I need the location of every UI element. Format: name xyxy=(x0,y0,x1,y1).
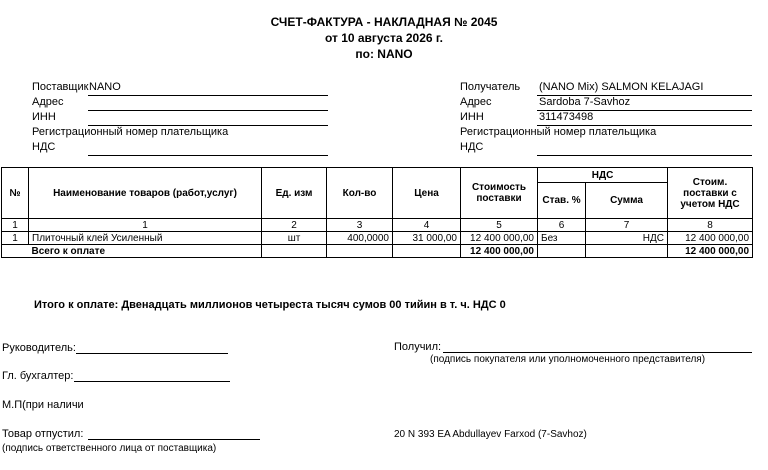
col-number: 1 xyxy=(2,219,29,232)
header-qty: Кол-во xyxy=(327,168,393,219)
recipient-address-value: Sardoba 7-Savhoz xyxy=(539,96,631,108)
director-signature-line xyxy=(76,353,228,354)
col-number: 8 xyxy=(668,219,753,232)
row-qty: 400,0000 xyxy=(327,232,393,245)
total-label: Всего к оплате xyxy=(29,245,262,258)
released-label: Товар отпустил: xyxy=(2,428,84,440)
released-signature-line xyxy=(88,439,260,440)
total-empty xyxy=(586,245,668,258)
column-number-row xyxy=(2,219,753,232)
col-number: 2 xyxy=(262,219,327,232)
header-unit: Ед. изм xyxy=(262,168,327,219)
recipient-vat-underline xyxy=(537,155,752,156)
received-signature-line xyxy=(443,352,752,353)
total-in-words: Итого к оплате: Двенадцать миллионов четыреста тысяч сумов 00 тийин в т. ч. НДС 0 xyxy=(34,299,506,311)
recipient-inn-value: 311473498 xyxy=(539,111,594,123)
invoice-title: СЧЕТ-ФАКТУРА - НАКЛАДНАЯ № 2045 xyxy=(270,15,498,29)
total-row xyxy=(2,245,753,258)
total-sum: 12 400 000,00 xyxy=(668,245,753,258)
header-num: № xyxy=(2,168,29,219)
supplier-underline xyxy=(88,95,328,96)
invoice-basis: по: NANO xyxy=(355,47,413,61)
row-cost: 12 400 000,00 xyxy=(461,232,538,245)
released-note: (подпись ответственного лица от поставщика) xyxy=(2,443,217,454)
row-vat-sum: НДС xyxy=(586,232,668,245)
supplier-vat-label: НДС xyxy=(32,141,56,153)
invoice-date: от 10 августа 2026 г. xyxy=(324,31,444,45)
supplier-reg-label: Регистрационный номер плательщика xyxy=(32,126,229,138)
header-vat: НДС xyxy=(538,168,668,183)
received-note: (подпись покупателя или уполномоченного представителя) xyxy=(430,354,706,365)
total-empty xyxy=(393,245,461,258)
recipient-reg-label: Регистрационный номер плательщика xyxy=(460,126,657,138)
header-cost: Стоимость поставки xyxy=(461,168,538,219)
received-label: Получил: xyxy=(394,341,442,353)
row-unit: шт xyxy=(262,232,327,245)
row-total: 12 400 000,00 xyxy=(668,232,753,245)
col-number: 3 xyxy=(327,219,393,232)
invoice-table xyxy=(1,167,753,258)
row-name: Плиточный клей Усиленный xyxy=(29,232,262,245)
total-empty xyxy=(538,245,586,258)
supplier-label: Поставщик xyxy=(32,81,89,93)
total-empty xyxy=(262,245,327,258)
accountant-label: Гл. бухгалтер: xyxy=(2,370,74,382)
col-number: 4 xyxy=(393,219,461,232)
total-empty xyxy=(327,245,393,258)
col-number: 6 xyxy=(538,219,586,232)
supplier-value: NANO xyxy=(89,81,121,93)
table-header-row xyxy=(2,168,753,183)
recipient-inn-label: ИНН xyxy=(460,111,484,123)
row-price: 31 000,00 xyxy=(393,232,461,245)
received-by: 20 N 393 EA Abdullayev Farxod (7-Savhoz) xyxy=(394,429,587,440)
accountant-signature-line xyxy=(74,381,230,382)
stamp-label: М.П(при наличи xyxy=(2,399,84,411)
recipient-value: (NANO Mix) SALMON KELAJAGI xyxy=(539,81,704,93)
total-spacer xyxy=(2,245,29,258)
recipient-address-label: Адрес xyxy=(460,96,492,108)
supplier-address-underline xyxy=(88,110,328,111)
supplier-vat-underline xyxy=(88,155,328,156)
col-number: 5 xyxy=(461,219,538,232)
recipient-vat-label: НДС xyxy=(460,141,484,153)
row-vat-rate: Без xyxy=(538,232,586,245)
header-total: Стоим. поставки с учетом НДС xyxy=(668,168,753,219)
recipient-label: Получатель xyxy=(460,81,521,93)
col-number: 1 xyxy=(29,219,262,232)
row-num: 1 xyxy=(2,232,29,245)
supplier-inn-label: ИНН xyxy=(32,111,56,123)
col-number: 7 xyxy=(586,219,668,232)
director-label: Руководитель: xyxy=(2,342,76,354)
total-cost: 12 400 000,00 xyxy=(461,245,538,258)
header-vat-rate: Став. % xyxy=(538,183,586,219)
table-row xyxy=(2,232,753,245)
header-price: Цена xyxy=(393,168,461,219)
header-vat-sum: Сумма xyxy=(586,183,668,219)
header-name: Наименование товаров (работ,услуг) xyxy=(29,168,262,219)
supplier-address-label: Адрес xyxy=(32,96,64,108)
